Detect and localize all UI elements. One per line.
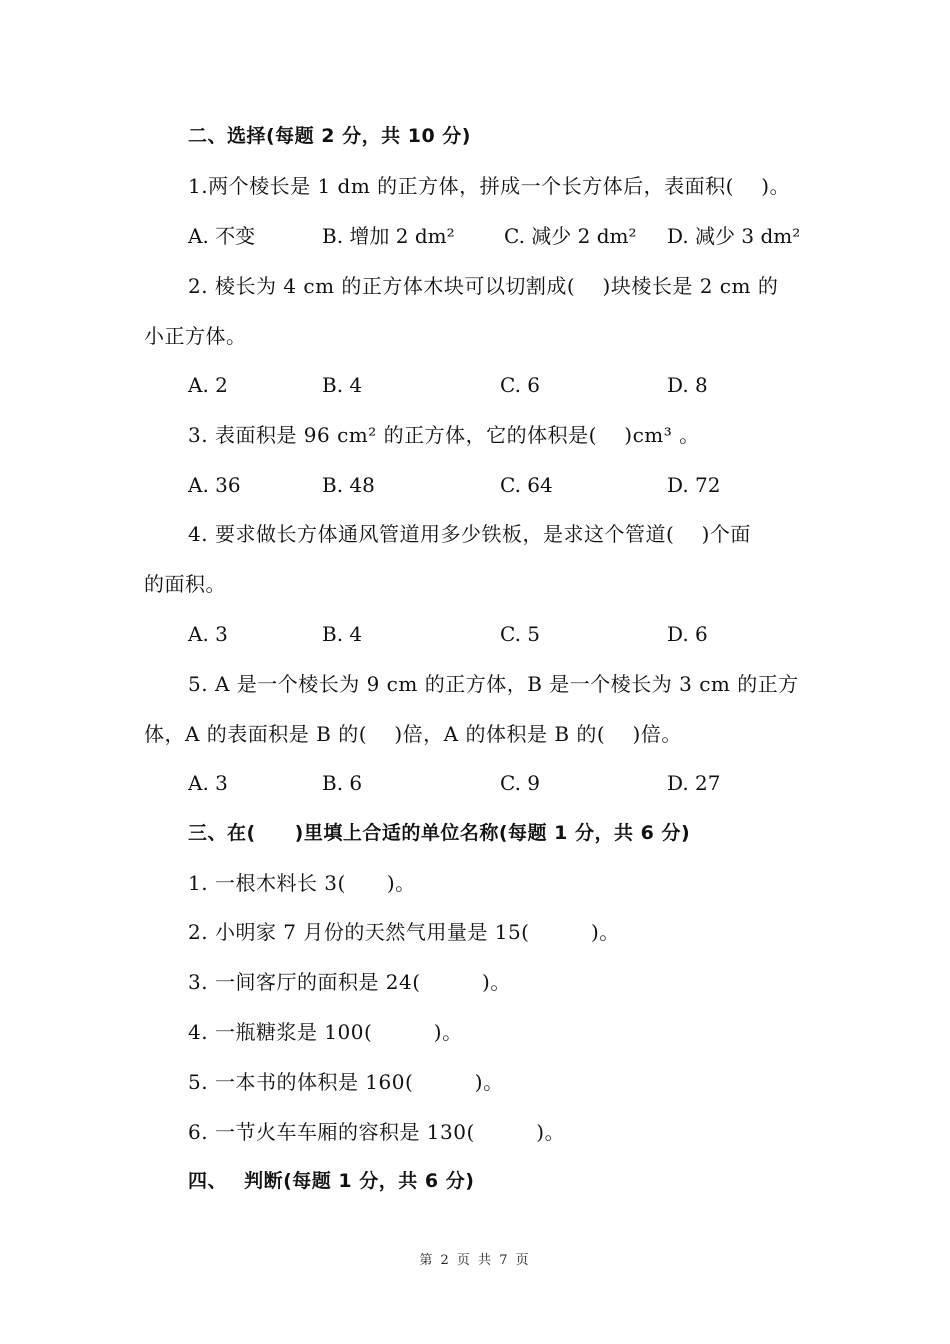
q4-option-d: D. 6 xyxy=(667,622,708,646)
q1-option-d: D. 减少 3 dm² xyxy=(667,224,801,248)
q2-option-d: D. 8 xyxy=(667,373,708,397)
question-2-text-cont: 小正方体。 xyxy=(144,324,247,348)
fill-item-3: 3. 一间客厅的面积是 24( )。 xyxy=(188,970,511,994)
section3-heading: 三、在( )里填上合适的单位名称(每题 1 分，共 6 分) xyxy=(188,822,691,844)
q3-option-d: D. 72 xyxy=(667,473,721,497)
fill-item-1: 1. 一根木料长 3( )。 xyxy=(188,871,416,895)
q2-option-a: A. 2 xyxy=(188,373,228,397)
question-3-text: 3. 表面积是 96 cm² 的正方体，它的体积是( )cm³ 。 xyxy=(188,423,700,447)
q3-option-c: C. 64 xyxy=(500,473,553,497)
q3-option-a: A. 36 xyxy=(188,473,241,497)
q2-option-b: B. 4 xyxy=(322,373,363,397)
q2-option-c: C. 6 xyxy=(500,373,541,397)
question-2-text: 2. 棱长为 4 cm 的正方体木块可以切割成( )块棱长是 2 cm 的 xyxy=(188,274,779,298)
q5-option-d: D. 27 xyxy=(667,771,721,795)
question-4-text: 4. 要求做长方体通风管道用多少铁板，是求这个管道( )个面 xyxy=(188,522,751,546)
q4-option-b: B. 4 xyxy=(322,622,363,646)
fill-item-5: 5. 一本书的体积是 160( )。 xyxy=(188,1070,504,1094)
section4-heading: 四、 判断(每题 1 分，共 6 分) xyxy=(188,1170,475,1192)
section2-heading: 二、选择(每题 2 分，共 10 分) xyxy=(188,125,471,147)
page-number-footer: 第 2 页 共 7 页 xyxy=(419,1253,531,1268)
q1-option-a: A. 不变 xyxy=(188,224,256,248)
question-5-text-cont: 体，A 的表面积是 B 的( )倍，A 的体积是 B 的( )倍。 xyxy=(144,722,682,746)
question-5-text: 5. A 是一个棱长为 9 cm 的正方体，B 是一个棱长为 3 cm 的正方 xyxy=(188,672,799,696)
q5-option-a: A. 3 xyxy=(188,771,228,795)
q1-option-c: C. 减少 2 dm² xyxy=(504,224,637,248)
fill-item-6: 6. 一节火车车厢的容积是 130( )。 xyxy=(188,1120,566,1144)
q4-option-a: A. 3 xyxy=(188,622,228,646)
question-1-text: 1.两个棱长是 1 dm 的正方体，拼成一个长方体后，表面积( )。 xyxy=(188,174,791,198)
q5-option-b: B. 6 xyxy=(322,771,363,795)
question-4-text-cont: 的面积。 xyxy=(144,572,226,596)
q5-option-c: C. 9 xyxy=(500,771,541,795)
q3-option-b: B. 48 xyxy=(322,473,375,497)
fill-item-4: 4. 一瓶糖浆是 100( )。 xyxy=(188,1020,463,1044)
fill-item-2: 2. 小明家 7 月份的天然气用量是 15( )。 xyxy=(188,920,620,944)
q1-option-b: B. 增加 2 dm² xyxy=(322,224,455,248)
q4-option-c: C. 5 xyxy=(500,622,541,646)
